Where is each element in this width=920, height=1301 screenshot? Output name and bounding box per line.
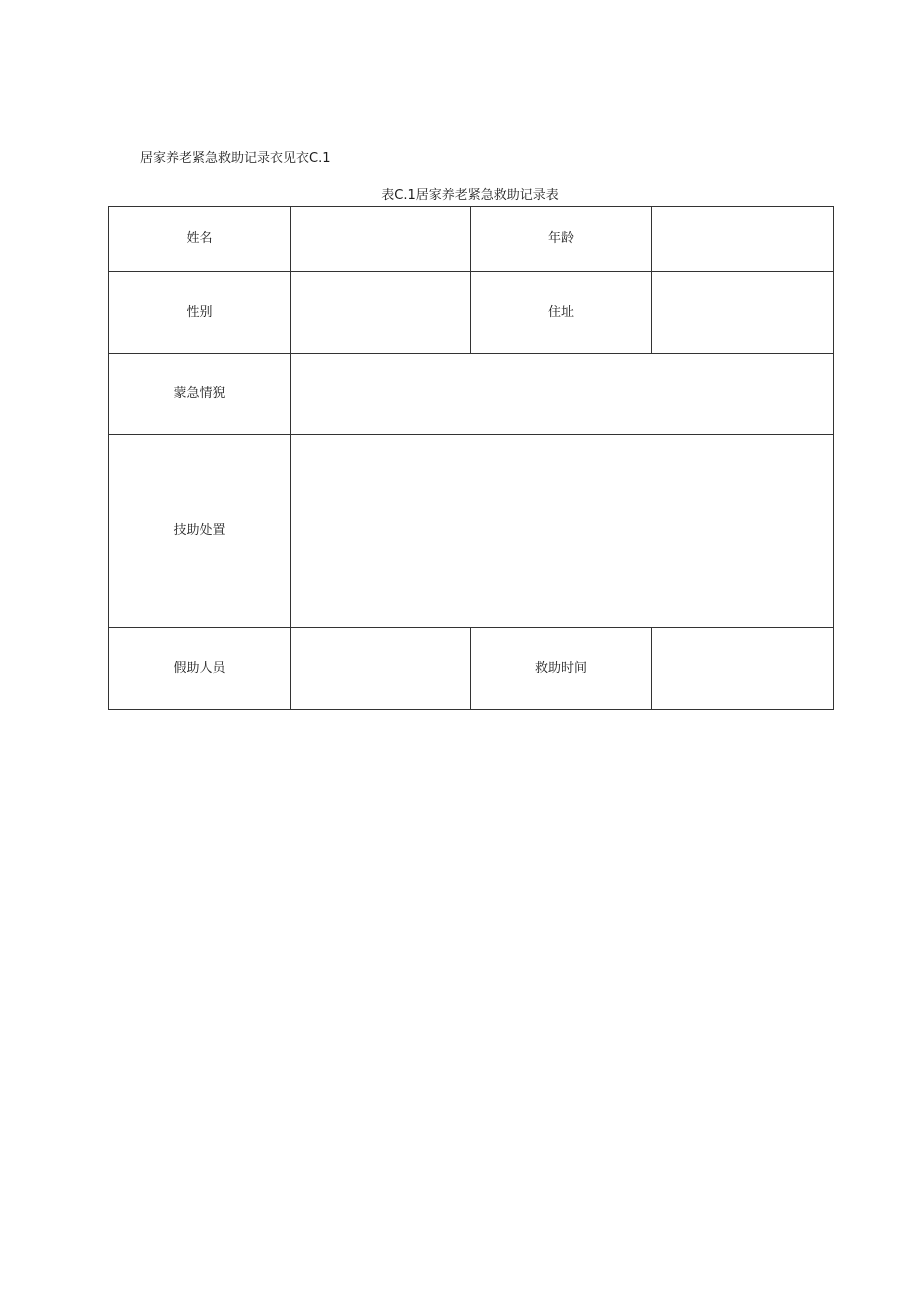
table-caption: 表C.1居家养老紧急救助记录表: [381, 188, 559, 203]
table-row: [109, 435, 834, 628]
table-row: [109, 628, 834, 710]
emergency-situation-label: 蒙急情猊: [109, 354, 291, 435]
gender-label: 性别: [109, 272, 291, 354]
assistance-handling-label: 技助处置: [109, 435, 291, 628]
table-row: [109, 207, 834, 272]
intro-text: 居家养老紧急救助记录衣见衣C.1: [140, 151, 331, 166]
rescue-time-field[interactable]: [652, 628, 834, 710]
rescuer-field[interactable]: [291, 628, 471, 710]
name-label: 姓名: [109, 207, 291, 272]
table-row: [109, 272, 834, 354]
gender-field[interactable]: [291, 272, 471, 354]
address-field[interactable]: [652, 272, 834, 354]
age-label: 年龄: [471, 207, 652, 272]
age-field[interactable]: [652, 207, 834, 272]
rescue-time-label: 救助时间: [471, 628, 652, 710]
address-label: 住址: [471, 272, 652, 354]
assistance-handling-field[interactable]: [291, 435, 834, 628]
rescuer-label: 假助人员: [109, 628, 291, 710]
emergency-record-table: [108, 206, 834, 710]
emergency-situation-field[interactable]: [291, 354, 834, 435]
name-field[interactable]: [291, 207, 471, 272]
table-row: [109, 354, 834, 435]
